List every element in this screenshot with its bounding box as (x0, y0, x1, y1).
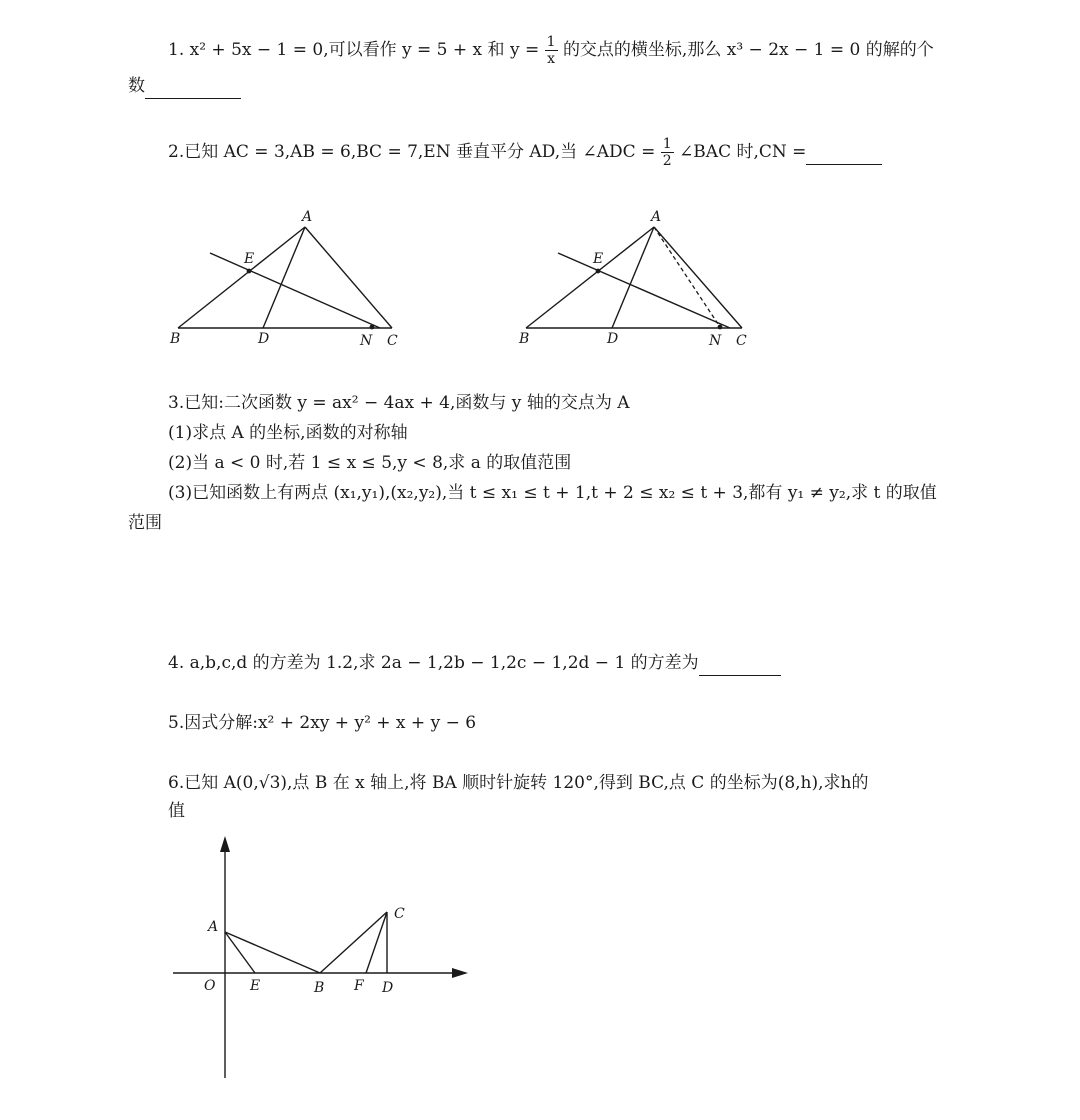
q2-figure-right (510, 200, 770, 360)
q2-answer-blank[interactable] (806, 140, 882, 165)
q2-line (168, 136, 882, 169)
q2-right-label-c: C (736, 333, 747, 349)
q4-line (168, 651, 781, 676)
q2-left-label-e: E (244, 251, 255, 267)
q2-right-label-e: E (593, 251, 604, 267)
q6-label-c: C (394, 906, 405, 922)
q4-answer-blank[interactable] (699, 651, 781, 676)
q3-stem: 3.已知:二次函数 y = ax² − 4ax + 4,函数与 y 轴的交点为 A (168, 393, 630, 413)
q1-text-c: 数 (128, 76, 145, 96)
q2-right-label-a: A (651, 209, 662, 225)
q6-label-e: E (250, 978, 261, 994)
q6-label-b: B (314, 980, 325, 996)
y-axis-arrow-icon (220, 836, 230, 852)
q5-line: 5.因式分解:x² + 2xy + y² + x + y − 6 (168, 713, 477, 733)
q1-text-a: 1. x² + 5x − 1 = 0,可以看作 y = 5 + x 和 y = (168, 40, 540, 60)
q2-fraction (661, 136, 674, 169)
x-axis-arrow-icon (452, 968, 468, 978)
q2-left-label-b: B (170, 331, 181, 347)
q1-answer-blank[interactable] (145, 74, 241, 99)
q6-label-o: O (204, 978, 216, 994)
q1-frac-denominator: x (547, 51, 556, 67)
q2-text-b: ∠BAC 时,CN = (679, 142, 807, 162)
q2-frac-denominator: 2 (662, 153, 672, 169)
q6-label-d: D (382, 980, 394, 996)
q1-frac-numerator: 1 (546, 34, 556, 50)
q2-left-label-d: D (258, 331, 270, 347)
q3-part-2: (2)当 a < 0 时,若 1 ≤ x ≤ 5,y < 8,求 a 的取值范围 (168, 453, 572, 473)
q6-label-f: F (354, 978, 364, 994)
q1-text-b: 的交点的横坐标,那么 x³ − 2x − 1 = 0 的解的个 (562, 40, 934, 60)
q4-text: 4. a,b,c,d 的方差为 1.2,求 2a − 1,2b − 1,2c − 1,2d − 1 的方差为 (168, 653, 699, 673)
q3-part-1: (1)求点 A 的坐标,函数的对称轴 (168, 423, 408, 443)
q2-left-label-c: C (387, 333, 398, 349)
q6-label-a: A (208, 919, 219, 935)
q2-frac-numerator: 1 (662, 136, 672, 152)
q2-left-label-a: A (302, 209, 313, 225)
q2-right-label-n: N (709, 333, 722, 349)
q6-line1: 6.已知 A(0,√3),点 B 在 x 轴上,将 BA 顺时针旋转 120°,得到 BC,点 C 的坐标为(8,h),求h的 (168, 773, 869, 793)
q2-right-label-d: D (607, 331, 619, 347)
q1-line2 (128, 74, 241, 99)
q6-figure (170, 830, 480, 1080)
q2-figure-left (160, 200, 420, 360)
q2-text-a: 2.已知 AC = 3,AB = 6,BC = 7,EN 垂直平分 AD,当 ∠ADC = (168, 142, 656, 162)
q1-fraction (545, 34, 558, 67)
q2-right-label-b: B (519, 331, 530, 347)
q1-line1 (168, 34, 934, 67)
q3-part-3: (3)已知函数上有两点 (x₁,y₁),(x₂,y₂),当 t ≤ x₁ ≤ t + 1,t + 2 ≤ x₂ ≤ t + 3,都有 y₁ ≠ y₂,求 t 的取值 (168, 483, 937, 503)
q6-line2: 值 (168, 801, 185, 821)
q2-left-label-n: N (360, 333, 373, 349)
q3-part-3-continued: 范围 (128, 513, 162, 533)
